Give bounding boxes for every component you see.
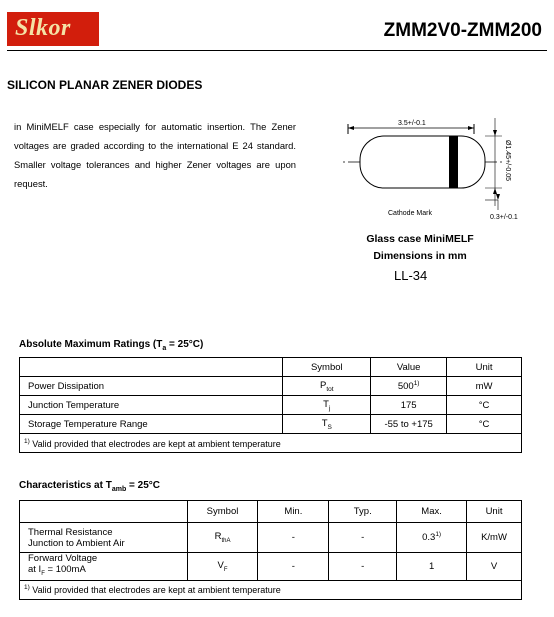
header-divider: [7, 50, 547, 51]
text-segment: S: [327, 423, 332, 431]
text-segment: j: [328, 404, 331, 412]
typ-cell: -: [329, 523, 397, 553]
text-segment: a: [162, 345, 167, 352]
unit-cell: V: [467, 553, 522, 581]
text-segment: = 100mA: [44, 564, 86, 575]
header-cell: Unit: [467, 501, 522, 523]
part-range-title: ZMM2V0-ZMM200: [383, 20, 542, 41]
text-segment: Valid provided that electrodes are kept at ambient temperature: [29, 585, 281, 596]
header-cell: Symbol: [283, 358, 371, 377]
text-segment: P: [320, 379, 327, 391]
min-cell: -: [258, 553, 329, 581]
param-cell: Storage Temperature Range: [20, 415, 283, 434]
min-cell: -: [258, 523, 329, 553]
param-cell: [20, 523, 188, 553]
max-cell: [397, 523, 467, 553]
symbol-cell: [187, 553, 258, 581]
case-caption: Glass case MiniMELF: [366, 233, 474, 245]
header-cell: Symbol: [187, 501, 258, 523]
text-segment: T: [321, 417, 328, 429]
header-cell: Typ.: [329, 501, 397, 523]
description-text: in MiniMELF case especially for automatic insertion. The Zener voltages are graded according to the international E 24 standard. Smaller voltage tolerances and higher Zener voltages are upon request.: [14, 121, 296, 189]
text-segment: 1): [24, 584, 30, 592]
text-segment: Valid provided that electrodes are kept at ambient temperature: [29, 438, 281, 449]
company-logo: [7, 12, 99, 46]
header-cell: Max.: [397, 501, 467, 523]
package-drawing: [340, 108, 535, 223]
dimensions-caption: Dimensions in mm: [373, 250, 467, 262]
value-cell: 175: [371, 396, 447, 415]
section-title: SILICON PLANAR ZENER DIODES: [7, 78, 203, 92]
text-segment: 1): [435, 531, 442, 539]
header-cell: Unit: [447, 358, 522, 377]
table-note: [20, 580, 522, 599]
unit-cell: °C: [447, 396, 522, 415]
header-cell: Value: [371, 358, 447, 377]
text-segment: thA: [221, 537, 231, 544]
header-cell: [20, 501, 188, 523]
table-note-row: [20, 434, 522, 453]
header-cell: [20, 358, 283, 377]
max-cell: 1: [397, 553, 467, 581]
symbol-cell: [187, 523, 258, 553]
text-segment: Forward Voltage: [28, 553, 98, 564]
table-header-row: [20, 358, 522, 377]
value-cell: [371, 377, 447, 396]
text-segment: R: [214, 531, 222, 543]
text-segment: at I: [28, 564, 42, 575]
symbol-cell: [283, 396, 371, 415]
text-segment: 1): [413, 379, 420, 387]
text-segment: 0.3: [422, 532, 436, 544]
text-segment: Thermal Resistance: [28, 526, 113, 538]
text-segment: 1): [24, 437, 30, 445]
unit-cell: °C: [447, 415, 522, 434]
text-segment: T: [323, 398, 329, 410]
table-note: [20, 434, 522, 453]
text-segment: Junction to Ambient Air: [28, 537, 125, 549]
text-segment: = 25°C): [166, 339, 204, 350]
text-segment: = 25°C: [126, 480, 160, 491]
table-row: [20, 396, 522, 415]
cathode-mark-label: Cathode Mark: [388, 210, 432, 217]
param-cell: Junction Temperature: [20, 396, 283, 415]
table-row: [20, 523, 522, 553]
band-dimension: 0.3+/-0.1: [490, 214, 518, 221]
unit-cell: K/mW: [467, 523, 522, 553]
unit-cell: mW: [447, 377, 522, 396]
header-cell: Min.: [258, 501, 329, 523]
typ-cell: -: [329, 553, 397, 581]
package-outline-svg: [340, 108, 535, 223]
table-note-row: [20, 580, 522, 599]
case-code: LL-34: [394, 268, 428, 283]
value-cell: -55 to +175: [371, 415, 447, 434]
characteristics-table: [19, 500, 522, 600]
table-row: [20, 377, 522, 396]
text-segment: 500: [397, 381, 414, 393]
characteristics-title: [19, 480, 160, 493]
text-segment: V: [217, 560, 224, 571]
symbol-cell: [283, 415, 371, 434]
table-row: [20, 553, 522, 581]
text-segment: F: [223, 566, 228, 573]
text-segment: amb: [111, 486, 127, 493]
text-segment: Characteristics at T: [19, 480, 112, 491]
table-header-row: [20, 501, 522, 523]
param-cell: Power Dissipation: [20, 377, 283, 396]
table-row: [20, 415, 522, 434]
diameter-dimension: Ø1.45+/-0.05: [504, 140, 511, 182]
logo-text: Slkor: [15, 15, 71, 41]
symbol-cell: [283, 377, 371, 396]
length-dimension: 3.5+/-0.1: [398, 120, 426, 127]
param-cell: [20, 553, 188, 581]
abs-max-table: [19, 357, 522, 453]
text-segment: Absolute Maximum Ratings (T: [19, 339, 163, 350]
text-segment: F: [41, 570, 45, 577]
text-segment: tot: [326, 385, 334, 393]
abs-max-title: [19, 339, 203, 352]
